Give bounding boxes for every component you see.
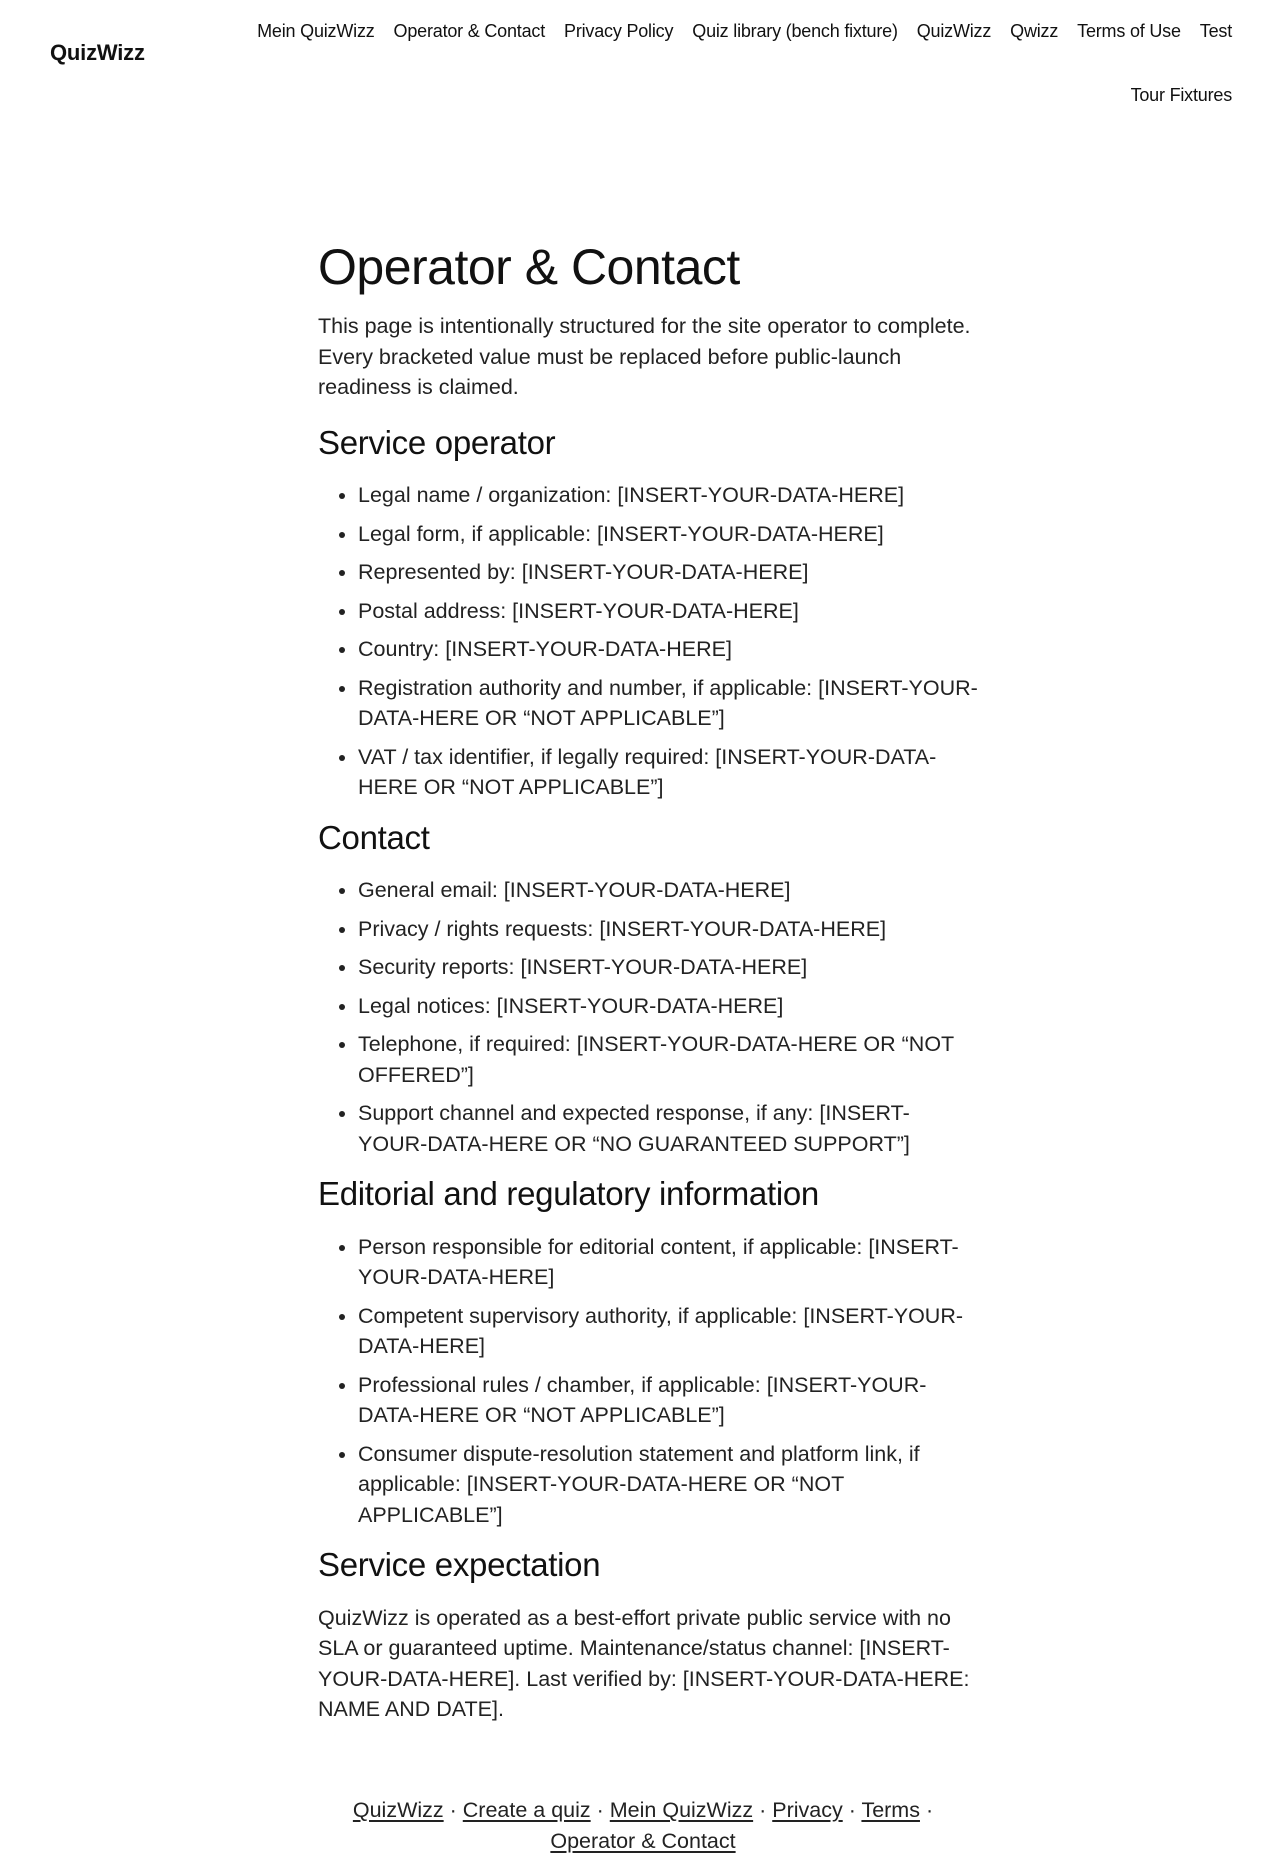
nav-item-mein-quizwizz[interactable]: Mein QuizWizz <box>257 21 375 41</box>
footer-link-quizwizz[interactable]: QuizWizz <box>352 1798 444 1822</box>
footer-link-operator-contact[interactable]: Operator & Contact <box>550 1828 736 1853</box>
footer-separator: · <box>590 1798 610 1822</box>
nav-item-quiz-library[interactable]: Quiz library (bench fixture) <box>692 21 898 41</box>
page-title: Operator & Contact <box>318 239 740 295</box>
list-item: • General email: [INSERT-YOUR-DATA-HERE] <box>358 875 978 906</box>
section-editorial-regulatory <box>318 1174 978 1530</box>
nav-item-privacy-policy[interactable]: Privacy Policy <box>564 21 674 41</box>
section-service-expectation <box>318 1545 978 1725</box>
nav-item-quizwizz[interactable]: QuizWizz <box>916 21 992 41</box>
section-service-operator <box>318 423 978 803</box>
footer-link-privacy[interactable]: Privacy <box>772 1798 843 1822</box>
intro-paragraph: This page is intentionally structured for the site operator to complete. Every bracketed value must be replaced before public-launch readiness is claimed. <box>318 314 971 399</box>
list-item: • Professional rules / chamber, if applicable: [INSERT-YOUR-DATA-HERE OR “NOT APPLICABLE”] <box>358 1370 978 1431</box>
list-item: • Legal notices: [INSERT-YOUR-DATA-HERE] <box>358 991 978 1022</box>
nav-item-test[interactable]: Test <box>1199 21 1232 41</box>
section-heading: Editorial and regulatory information <box>318 1175 819 1213</box>
footer-separator: · <box>842 1798 862 1822</box>
list-item: • Registration authority and number, if applicable: [INSERT-YOUR-DATA-HERE OR “NOT APPLICABLE”] <box>358 673 978 734</box>
site-header <box>0 0 1280 105</box>
main-content <box>318 240 978 1725</box>
nav-item-operator-contact[interactable]: Operator & Contact <box>393 21 546 41</box>
list-item: • Telephone, if required: [INSERT-YOUR-DATA-HERE OR “NOT OFFERED”] <box>358 1029 978 1090</box>
nav-item-terms-of-use[interactable]: Terms of Use <box>1077 21 1181 41</box>
service-operator-list <box>318 480 978 803</box>
list-item: • Country: [INSERT-YOUR-DATA-HERE] <box>358 634 978 665</box>
list-item: • VAT / tax identifier, if legally required: [INSERT-YOUR-DATA-HERE OR “NOT APPLICABLE”] <box>358 742 978 803</box>
section-contact <box>318 818 978 1160</box>
nav-item-qwizz[interactable]: Qwizz <box>1010 21 1059 41</box>
list-item: • Legal name / organization: [INSERT-YOUR-DATA-HERE] <box>358 480 978 511</box>
nav-item-tour-fixtures[interactable]: Tour Fixtures <box>1130 85 1232 105</box>
section-heading: Contact <box>318 818 430 856</box>
list-item: • Privacy / rights requests: [INSERT-YOUR-DATA-HERE] <box>358 914 978 945</box>
editorial-list <box>318 1232 978 1531</box>
site-title-link[interactable]: QuizWizz <box>50 40 145 65</box>
footer-link-mein-quizwizz[interactable]: Mein QuizWizz <box>609 1798 754 1822</box>
list-item: • Represented by: [INSERT-YOUR-DATA-HERE] <box>358 557 978 588</box>
footer-separator: · <box>753 1798 773 1822</box>
footer-link-terms[interactable]: Terms <box>861 1798 920 1822</box>
footer-link-create-quiz[interactable]: Create a quiz <box>462 1798 591 1822</box>
section-heading: Service expectation <box>318 1546 601 1584</box>
contact-list <box>318 875 978 1159</box>
footer-separator: · <box>919 1798 934 1822</box>
service-expectation-text: QuizWizz is operated as a best-effort private public service with no SLA or guaranteed uptime. Maintenance/status channel: [INSERT-YOUR-DATA-HERE]. Last verified by: [INSERT-YOUR-DATA-HERE: NAME AND DATE]. <box>318 1605 970 1722</box>
site-footer <box>318 1795 968 1856</box>
footer-separator: · <box>443 1798 463 1822</box>
list-item: • Consumer dispute-resolution statement and platform link, if applicable: [INSERT-YOUR-DATA-HERE OR “NOT APPLICABLE”] <box>358 1439 978 1531</box>
list-item: • Postal address: [INSERT-YOUR-DATA-HERE] <box>358 596 978 627</box>
main-navigation <box>172 19 1232 107</box>
list-item: • Competent supervisory authority, if applicable: [INSERT-YOUR-DATA-HERE] <box>358 1301 978 1362</box>
list-item: • Security reports: [INSERT-YOUR-DATA-HERE] <box>358 952 978 983</box>
list-item: • Legal form, if applicable: [INSERT-YOUR-DATA-HERE] <box>358 519 978 550</box>
section-heading: Service operator <box>318 423 556 461</box>
list-item: • Person responsible for editorial content, if applicable: [INSERT-YOUR-DATA-HERE] <box>358 1232 978 1293</box>
list-item: • Support channel and expected response, if any: [INSERT-YOUR-DATA-HERE OR “NO GUARANTEED SUPPORT”] <box>358 1098 978 1159</box>
